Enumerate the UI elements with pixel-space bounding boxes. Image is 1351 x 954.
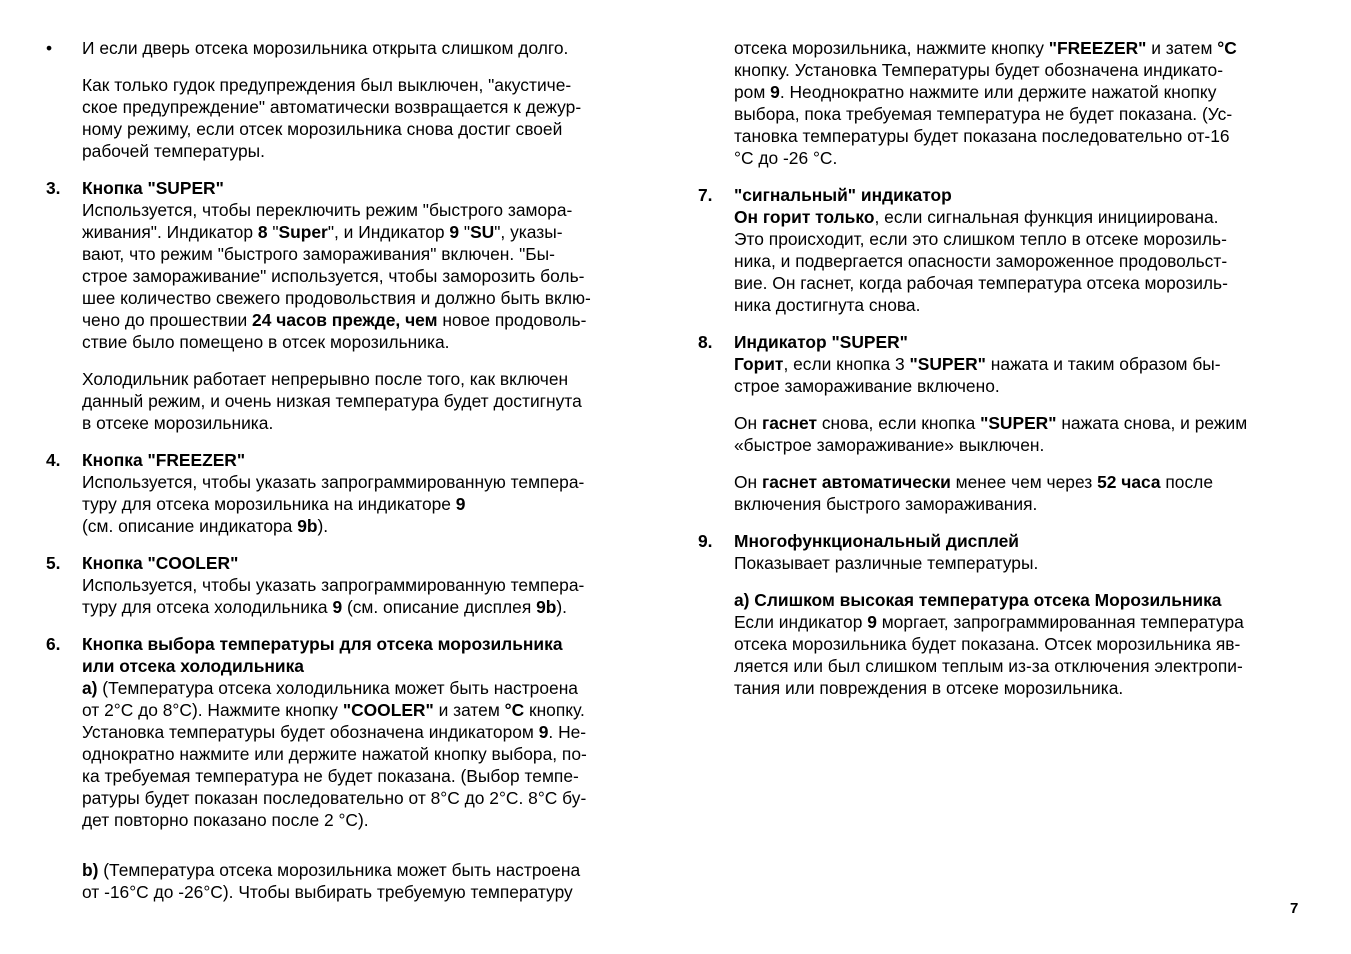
item-number: 5. — [46, 553, 61, 573]
item-title: Кнопка "SUPER" — [82, 178, 224, 198]
text-line: включения быстрого замораживания. — [734, 494, 1038, 514]
text-line: вают, что режим "быстрого замораживания" включен. "Бы- — [82, 244, 555, 264]
item-6-continuation — [698, 37, 1310, 169]
text-line: Он гаснет автоматически менее чем через 52 часа после — [734, 472, 1213, 492]
item-title: Многофункциональный дисплей — [734, 531, 1020, 551]
item-number: 4. — [46, 450, 61, 470]
item-3-paragraph-2 — [46, 368, 656, 434]
item-4-freezer-button — [46, 449, 656, 537]
text-line: (см. описание индикатора 9b). — [82, 516, 329, 536]
item-number: 9. — [698, 531, 713, 551]
text-line: от -16°C до -26°C). Чтобы выбирать требуемую температуру — [82, 882, 573, 902]
text-line: Холодильник работает непрерывно после того, как включен — [82, 369, 569, 389]
bullet-marker: • — [46, 38, 53, 58]
item-title: Индикатор "SUPER" — [734, 332, 908, 352]
text-line: ка требуемая температура не будет показана. (Выбор темпе- — [82, 766, 579, 786]
text-line: ром 9. Неоднократно нажмите или держите нажатой кнопку — [734, 82, 1217, 102]
text-line: дет повторно показано после 2 °C). — [82, 810, 369, 830]
bullet-paragraph — [46, 37, 656, 59]
text-line: Он гаснет снова, если кнопка "SUPER" нажата снова, и режим — [734, 413, 1248, 433]
text-line: Это происходит, если это слишком тепло в отсеке морозиль- — [734, 229, 1227, 249]
item-title: Кнопка "COOLER" — [82, 553, 239, 573]
text-line: Горит, если кнопка 3 "SUPER" нажата и таким образом бы- — [734, 354, 1221, 374]
text-line: Показывает различные температуры. — [734, 553, 1039, 573]
item-title: Кнопка "FREEZER" — [82, 450, 246, 470]
text-line: Он горит только, если сигнальная функция инициирована. — [734, 207, 1219, 227]
item-7-signal-indicator — [698, 184, 1310, 316]
text-line: в отсеке морозильника. — [82, 413, 274, 433]
text-line: тания или повреждения в отсеке морозильника. — [734, 678, 1124, 698]
text-line: от 2°C до 8°C). Нажмите кнопку "COOLER" и затем °C кнопку. — [82, 700, 585, 720]
item-9-multifunction-display — [698, 530, 1310, 699]
text-line: чено до прошествии 24 часов прежде, чем новое продоволь- — [82, 310, 587, 330]
text-line: °C до -26 °C. — [734, 148, 838, 168]
item-3-super-button — [46, 177, 656, 353]
subsection-title: a) Слишком высокая температура отсека Морозильника — [734, 590, 1222, 610]
left-column — [46, 37, 656, 918]
text-line: строе замораживание" используется, чтобы заморозить боль- — [82, 266, 585, 286]
text-line: отсека морозильника будет показана. Отсек морозильника яв- — [734, 634, 1241, 654]
text-line: шее количество свежего продовольствия и должно быть вклю- — [82, 288, 591, 308]
alarm-paragraph — [46, 74, 656, 162]
text-line: Как только гудок предупреждения был выключен, "акустиче- — [82, 75, 572, 95]
text-line: рабочей температуры. — [82, 141, 265, 161]
item-number: 8. — [698, 332, 713, 352]
text-line: ское предупреждение" автоматически возвращается к дежур- — [82, 97, 582, 117]
text-line: выбора, пока требуемая температура не будет показана. (Ус- — [734, 104, 1233, 124]
item-number: 3. — [46, 178, 61, 198]
text-line: a) (Температура отсека холодильника может быть настроена — [82, 678, 578, 698]
text-line: строе замораживание включено. — [734, 376, 1000, 396]
text-line: живания". Индикатор 8 "Super", и Индикатор 9 "SU", указы- — [82, 222, 563, 242]
item-5-cooler-button — [46, 552, 656, 618]
text-line: Если индикатор 9 моргает, запрограммированная температура — [734, 612, 1244, 632]
right-column — [698, 37, 1310, 714]
text-line: ному режиму, если отсек морозильника снова достиг своей — [82, 119, 563, 139]
item-title: "сигнальный" индикатор — [734, 185, 952, 205]
text-line: туру для отсека морозильника на индикаторе 9 — [82, 494, 466, 514]
text-line: b) (Температура отсека морозильника может быть настроена — [82, 860, 581, 880]
bullet-text: И если дверь отсека морозильника открыта слишком долго. — [82, 38, 569, 58]
text-line: данный режим, и очень низкая температура будет достигнута — [82, 391, 582, 411]
text-line: тановка температуры будет показана последовательно от-16 — [734, 126, 1230, 146]
item-8-super-indicator — [698, 331, 1310, 515]
page-number: 7 — [1290, 900, 1299, 917]
text-line: туру для отсека холодильника 9 (см. описание дисплея 9b). — [82, 597, 568, 617]
item-number: 7. — [698, 185, 713, 205]
text-line: ника, и подвергается опасности замороженное продовольст- — [734, 251, 1228, 271]
item-number: 6. — [46, 634, 61, 654]
text-line: отсека морозильника, нажмите кнопку "FREEZER" и затем °C — [734, 38, 1237, 58]
text-line: Используется, чтобы указать запрограммированную темпера- — [82, 472, 585, 492]
text-line: ратуры будет показан последовательно от 8°C до 2°C. 8°C бу- — [82, 788, 587, 808]
text-line: Используется, чтобы указать запрограммированную темпера- — [82, 575, 585, 595]
item-6-temperature-select — [46, 633, 656, 903]
text-line: ствие было помещено в отсек морозильника. — [82, 332, 450, 352]
text-line: Установка температуры будет обозначена индикатором 9. Не- — [82, 722, 587, 742]
item-title-cont: или отсека холодильника — [82, 656, 304, 676]
text-line: «быстрое замораживание» выключен. — [734, 435, 1045, 455]
text-line: Используется, чтобы переключить режим "быстрого замора- — [82, 200, 573, 220]
item-title: Кнопка выбора температуры для отсека морозильника — [82, 634, 563, 654]
text-line: однократно нажмите или держите нажатой кнопку выбора, по- — [82, 744, 587, 764]
text-line: ляется или был слишком теплым из-за отключения электропи- — [734, 656, 1243, 676]
text-line: вие. Он гаснет, когда рабочая температура отсека морозиль- — [734, 273, 1228, 293]
text-line: ника достигнута снова. — [734, 295, 921, 315]
text-line: кнопку. Установка Температуры будет обозначена индикато- — [734, 60, 1223, 80]
